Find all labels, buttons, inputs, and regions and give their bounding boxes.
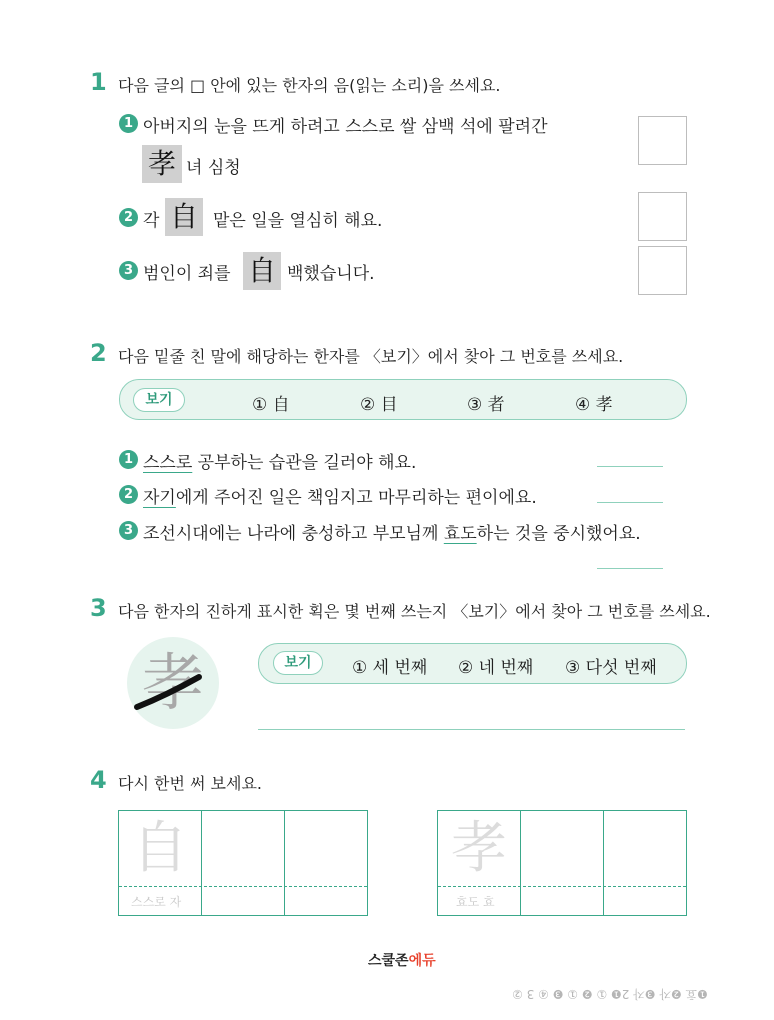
q2-item-3-sentence <box>143 519 641 544</box>
question-1-instruction: 다음 글의 □ 안에 있는 한자의 음(읽는 소리)을 쓰세요. <box>118 76 501 95</box>
bogi-label: 보기 <box>133 388 185 412</box>
question-2-instruction: 다음 밑줄 친 말에 해당하는 한자를 〈보기〉에서 찾아 그 번호를 쓰세요. <box>118 347 624 366</box>
question-number-4: 4 <box>90 766 107 794</box>
question-number-2: 2 <box>90 339 107 367</box>
bogi-q3-option-3: ③ 다섯 번째 <box>565 658 657 678</box>
q2-answer-line-2[interactable] <box>597 502 663 503</box>
q1-item-1-text-b: 녀 심청 <box>186 158 241 178</box>
bogi-q3-option-1: ① 세 번째 <box>352 658 428 678</box>
bold-stroke-highlight <box>127 637 219 729</box>
writing-cell[interactable] <box>604 811 686 915</box>
bogi-option-3: ③ 者 <box>467 395 505 415</box>
writing-cell[interactable] <box>285 811 367 915</box>
item-badge: 1 <box>119 114 138 133</box>
q3-answer-line[interactable] <box>258 729 685 730</box>
question-4-instruction: 다시 한번 써 보세요. <box>118 774 262 793</box>
q2-item-1-sentence <box>143 448 416 473</box>
logo-text-a: 스쿨존 <box>368 953 409 969</box>
item-badge: 2 <box>119 208 138 227</box>
q1-item-2-text: 각 <box>143 211 160 231</box>
logo-text-b: 에듀 <box>408 953 436 969</box>
bogi-option-4: ④ 孝 <box>575 395 613 415</box>
underlined-word: 효도 <box>443 524 477 544</box>
q1-item-1-hanja: 孝 <box>142 145 182 183</box>
trace-label-right: 효도 효 <box>456 895 495 909</box>
q1-item-2-text-b: 맡은 일을 열심히 해요. <box>213 211 383 231</box>
q1-item-3-text: 범인이 죄를 <box>143 264 231 284</box>
item-badge: 1 <box>119 450 138 469</box>
q1-item-1-text: 아버지의 눈을 뜨게 하려고 스스로 쌀 삼백 석에 팔려간 <box>143 117 548 137</box>
bogi-label-q3: 보기 <box>273 651 323 675</box>
question-number-3: 3 <box>90 594 107 622</box>
q2-item-2-sentence <box>143 483 537 508</box>
q1-answer-box-1[interactable] <box>638 116 687 165</box>
q2-answer-line-1[interactable] <box>597 466 663 467</box>
sentence-rest: 하는 것을 중시했어요. <box>476 524 641 544</box>
q1-answer-box-2[interactable] <box>638 192 687 241</box>
sentence-rest: 공부하는 습관을 길러야 해요. <box>192 453 417 473</box>
publisher-logo <box>368 950 436 970</box>
sentence-start: 조선시대에는 나라에 충성하고 부모님께 <box>143 524 444 544</box>
question-number-1: 1 <box>90 68 107 96</box>
underlined-word: 자기 <box>143 488 176 508</box>
item-badge: 3 <box>119 261 138 280</box>
writing-grid-left <box>118 810 368 916</box>
bogi-option-2: ② 目 <box>360 395 398 415</box>
trace-hanja-left: 自 <box>132 816 188 881</box>
trace-hanja-right: 孝 <box>451 816 507 881</box>
q1-item-3-text-b: 백했습니다. <box>287 264 375 284</box>
item-badge: 3 <box>119 521 138 540</box>
writing-cell[interactable] <box>521 811 603 915</box>
trace-label-left: 스스로 자 <box>131 895 182 909</box>
answer-key-upside-down: ❶효 ❷자 ❸자 2❶ ① ❷ ① ❸ ④ 3 ② <box>512 987 708 1001</box>
underlined-word: 스스로 <box>143 453 193 473</box>
writing-grid-right <box>437 810 687 916</box>
sentence-rest: 에게 주어진 일은 책임지고 마무리하는 편이에요. <box>175 488 537 508</box>
q1-answer-box-3[interactable] <box>638 246 687 295</box>
q1-item-3-hanja: 自 <box>243 252 281 290</box>
q2-answer-line-3[interactable] <box>597 568 663 569</box>
bogi-q3-option-2: ② 네 번째 <box>458 658 534 678</box>
item-badge: 2 <box>119 485 138 504</box>
question-3-instruction: 다음 한자의 진하게 표시한 획은 몇 번째 쓰는지 〈보기〉에서 찾아 그 번호를 쓰세요. <box>118 602 711 621</box>
stroke-order-hanja: 孝 <box>141 646 204 719</box>
bogi-option-1: ① 自 <box>252 395 290 415</box>
q1-item-2-hanja: 自 <box>165 198 203 236</box>
writing-cell[interactable] <box>202 811 284 915</box>
